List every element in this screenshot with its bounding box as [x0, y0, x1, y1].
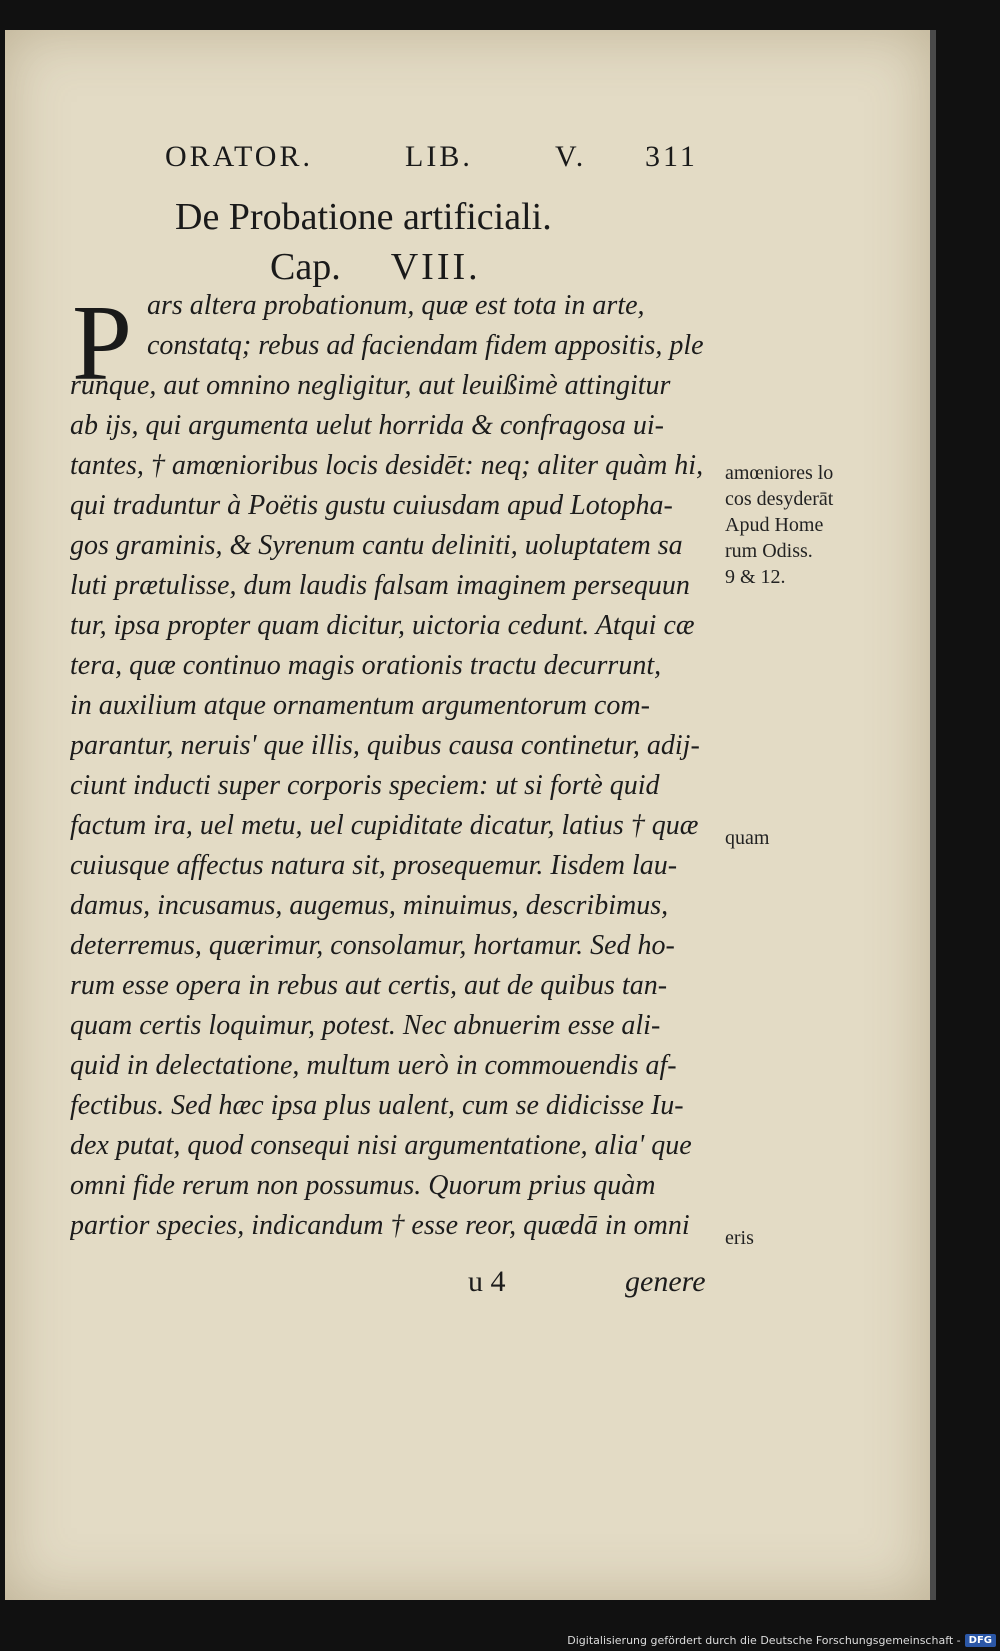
marginal-note-line: cos desyderāt [725, 488, 834, 510]
text-line: fectibus. Sed hæc ipsa plus ualent, cum se didicisse Iu- [70, 1090, 684, 1121]
text-line: ab ijs, qui argumenta uelut horrida & confragosa ui- [70, 410, 664, 441]
text-line: rum esse opera in rebus aut certis, aut de quibus tan- [70, 970, 668, 1001]
text-line: tantes, † amœnioribus locis desidēt: neq; aliter quàm hi, [70, 450, 704, 481]
marginal-note-eris: eris [725, 1227, 754, 1249]
page-edge [930, 30, 936, 1600]
running-head-book-number: V. [555, 140, 587, 173]
marginal-note-line: amœniores lo [725, 462, 834, 484]
text-line: constatq; rebus ad faciendam fidem appositis, ple [147, 330, 704, 361]
credit-text: Digitalisierung gefördert durch die Deutsche Forschungsgemeinschaft - [567, 1633, 961, 1647]
text-line: quid in delectatione, multum uerò in commouendis af- [70, 1050, 677, 1081]
running-head [165, 140, 710, 180]
running-head-book: LIB. [405, 140, 473, 173]
text-line: runque, aut omnino negligitur, aut leuißimè attingitur [70, 370, 671, 401]
text-line: dex putat, quod consequi nisi argumentatione, alia' que [70, 1130, 692, 1161]
drop-cap: P [72, 284, 133, 403]
text-line: qui traduntur à Poëtis gustu cuiusdam apud Lotopha- [70, 490, 673, 521]
text-line: factum ira, uel metu, uel cupiditate dicatur, latius † quæ [70, 810, 699, 841]
text-line: luti prætulisse, dum laudis falsam imaginem persequun [70, 570, 690, 601]
text-line: omni fide rerum non possumus. Quorum prius quàm [70, 1170, 656, 1201]
marginal-note-line: rum Odiss. [725, 540, 813, 562]
marginal-note-amoeniores [725, 460, 833, 590]
text-line: quam certis loquimur, potest. Nec abnuerim esse ali- [70, 1010, 661, 1041]
marginal-note-quam: quam [725, 827, 770, 849]
dfg-logo: DFG [965, 1634, 996, 1647]
text-line: damus, incusamus, augemus, minuimus, describimus, [70, 890, 669, 921]
text-line: ars altera probationum, quæ est tota in arte, [147, 290, 645, 321]
text-line: cuiusque affectus natura sit, prosequemur. Iisdem lau- [70, 850, 678, 881]
chapter-heading [270, 245, 481, 289]
running-head-work: ORATOR. [165, 140, 313, 173]
text-line: gos graminis, & Syrenum cantu deliniti, uoluptatem sa [70, 530, 683, 561]
text-line: parantur, neruis' que illis, quibus causa continetur, adij- [70, 730, 700, 761]
text-line: partior species, indicandum † esse reor, quædā in omni [70, 1210, 690, 1241]
text-line: tur, ipsa propter quam dicitur, uictoria cedunt. Atqui cæ [70, 610, 695, 641]
text-line: tera, quæ continuo magis orationis tractu decurrunt, [70, 650, 662, 681]
text-line: ciunt inducti super corporis speciem: ut si fortè quid [70, 770, 660, 801]
page-number: 311 [645, 140, 698, 173]
chapter-label: Cap. [270, 246, 341, 288]
signature-mark: u 4 [468, 1265, 506, 1298]
catchword: genere [625, 1265, 706, 1298]
digitization-credit [567, 1631, 996, 1649]
section-title: De Probatione artificiali. [175, 196, 552, 238]
text-line: in auxilium atque ornamentum argumentorum com- [70, 690, 650, 721]
chapter-number: VIII. [390, 246, 481, 288]
marginal-note-line: Apud Home [725, 514, 824, 536]
marginal-note-line: 9 & 12. [725, 566, 786, 588]
text-line: deterremus, quærimur, consolamur, hortamur. Sed ho- [70, 930, 675, 961]
